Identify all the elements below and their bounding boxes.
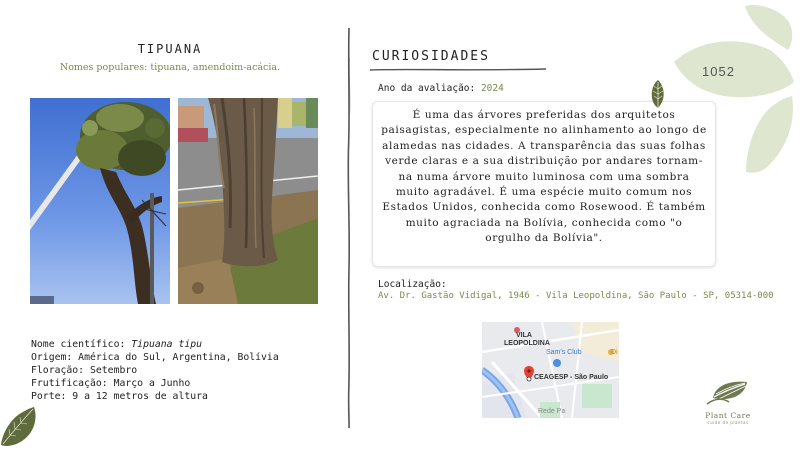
tree-name: TIPUANA [137, 42, 203, 56]
title-underline [370, 67, 546, 73]
curiosities-box [372, 101, 716, 267]
logo-leaf-icon [705, 378, 751, 406]
leaf-icon [0, 405, 40, 450]
curiosities-title: CURIOSIDADES [372, 49, 490, 64]
scientific-name-row: Nome científico: Tipuana tipu [31, 339, 203, 350]
leaf-icon [650, 79, 666, 109]
location-address: Av. Dr. Gastão Vidigal, 1946 - Vila Leopoldina, São Paulo - SP, 05314-000 [378, 291, 774, 301]
fruiting: Frutificação: Março a Junho [31, 378, 191, 389]
map-side-label: Di [611, 349, 618, 356]
curiosities-text: É uma das árvores preferidas dos arquitetos paisagistas, especialmente no alinhamento ao longo de alamedas nas cidades. A transparência das suas folhas verde claras e a sua distribuição por andares tornam-na numa árvore muito luminosa com uma sombra muito agradável. É uma espécie muito comum nos Estados Unidos, conhecida como Rosewood. É também muito agraciada na Bolívia, conhecida como "o orgulho da Bolívia". [381, 109, 707, 245]
evaluation-year: Ano da avaliação: 2024 [378, 83, 504, 94]
tree-trunk-photo [178, 98, 318, 304]
scientific-name: Tipuana tipu [131, 339, 203, 350]
map-poi: Sam's Club [546, 349, 582, 356]
plant-care-logo [697, 378, 759, 425]
size: Porte: 9 a 12 metros de altura [31, 391, 208, 402]
origin: Origem: América do Sul, Argentina, Bolívia [31, 352, 279, 363]
decorative-leaves [670, 0, 800, 180]
location-label: Localização: [378, 279, 447, 290]
logo-name: Plant Care [705, 411, 751, 420]
column-divider [345, 28, 353, 428]
tree-canopy-photo [30, 98, 170, 304]
tree-number: 1052 [702, 64, 735, 79]
map-district-line1: VILA [516, 332, 532, 339]
flowering: Floração: Setembro [31, 365, 138, 376]
tree-details [31, 338, 279, 403]
map-marker-label: CEAGESP - São Paulo [534, 374, 609, 381]
popular-names: Nomes populares: tipuana, amendoim-acácia. [59, 62, 281, 73]
map-bottom-label: Rede Pa [538, 408, 566, 415]
year-value: 2024 [480, 83, 504, 94]
map-district-line2: LEOPOLDINA [504, 340, 550, 347]
logo-tagline: cuide de plantas [707, 420, 749, 425]
location-map[interactable] [482, 322, 619, 418]
